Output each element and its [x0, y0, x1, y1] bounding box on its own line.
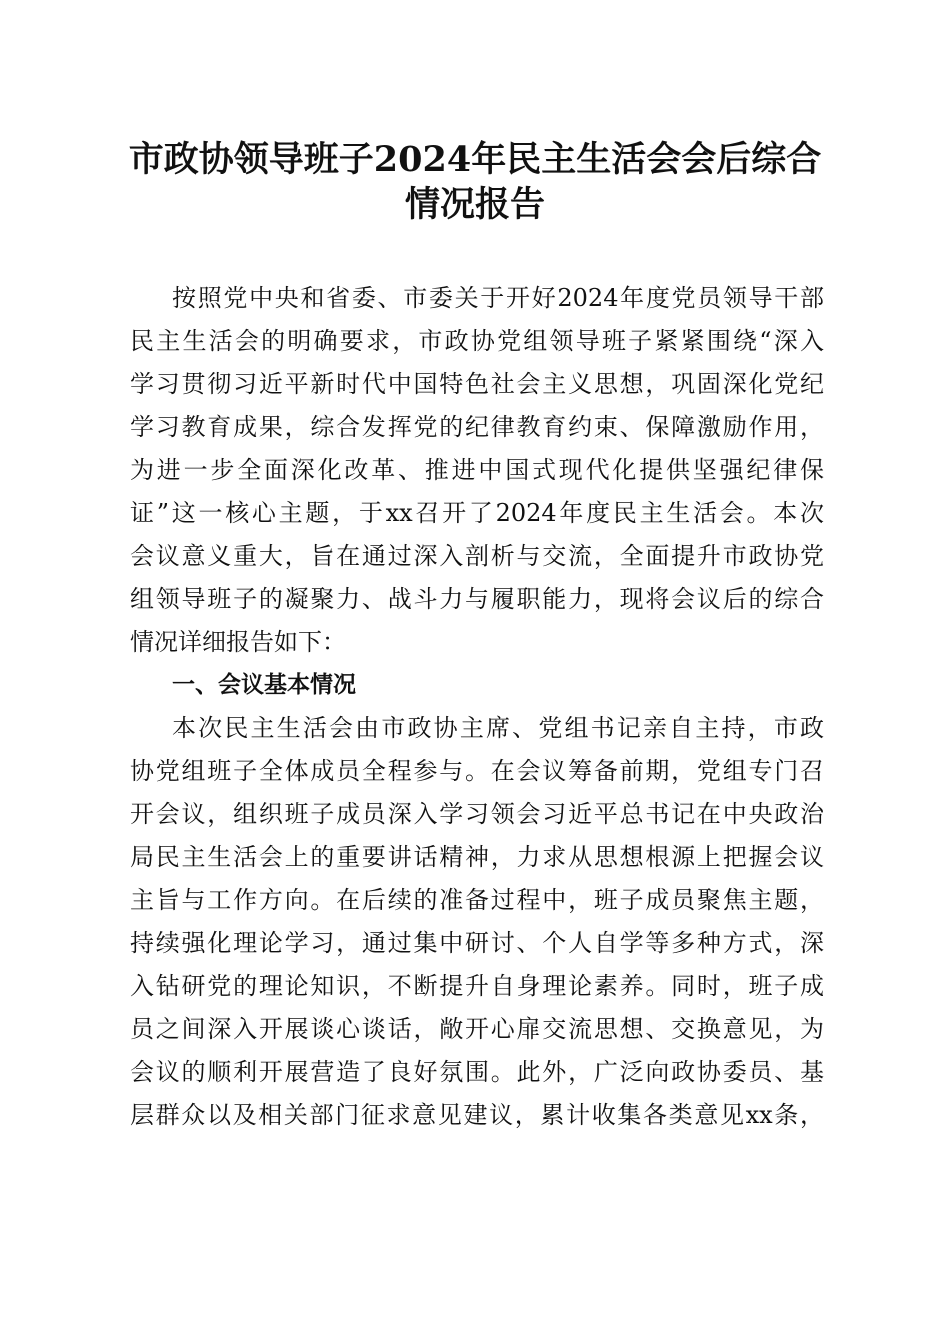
paragraph-line: 协党组班子全体成员全程参与。在会议筹备前期，党组专门召 [130, 757, 824, 785]
paragraph-line: 主旨与工作方向。在后续的准备过程中，班子成员聚焦主题， [130, 886, 824, 914]
paragraph-line: 持续强化理论学习，通过集中研讨、个人自学等多种方式，深 [130, 929, 824, 957]
paragraph-line: 为进一步全面深化改革、推进中国式现代化提供坚强纪律保 [130, 456, 824, 484]
paragraph-line: 本次民主生活会由市政协主席、党组书记亲自主持，市政 [172, 714, 824, 742]
section-heading [130, 664, 824, 707]
document-title-line-2: 情况报告 [404, 184, 545, 225]
paragraph-line: 证”这一核心主题，于xx召开了2024年度民主生活会。本次 [130, 499, 824, 527]
paragraph-line: 情况详细报告如下： [130, 628, 346, 656]
paragraph-line: 层群众以及相关部门征求意见建议，累计收集各类意见xx条， [130, 1101, 824, 1129]
paragraph [130, 707, 824, 1137]
paragraph-line: 会议的顺利开展营造了良好氛围。此外，广泛向政协委员、基 [130, 1058, 824, 1086]
paragraph-line: 组领导班子的凝聚力、战斗力与履职能力，现将会议后的综合 [130, 585, 824, 613]
paragraph-line: 开会议，组织班子成员深入学习领会习近平总书记在中央政治 [130, 800, 824, 828]
document-title-line-1: 市政协领导班子2024年民主生活会会后综合 [128, 139, 822, 180]
paragraph-line: 会议意义重大，旨在通过深入剖析与交流，全面提升市政协党 [130, 542, 824, 570]
document-body [130, 277, 824, 1137]
paragraph [130, 277, 824, 664]
paragraph-line: 局民主生活会上的重要讲话精神，力求从思想根源上把握会议 [130, 843, 824, 871]
paragraph-line: 员之间深入开展谈心谈话，敞开心扉交流思想、交换意见，为 [130, 1015, 824, 1043]
paragraph-line: 学习教育成果，综合发挥党的纪律教育约束、保障激励作用， [130, 413, 824, 441]
paragraph-line: 入钻研党的理论知识，不断提升自身理论素养。同时，班子成 [130, 972, 824, 1000]
paragraph-line: 按照党中央和省委、市委关于开好2024年度党员领导干部 [172, 284, 824, 312]
paragraph-line: 学习贯彻习近平新时代中国特色社会主义思想，巩固深化党纪 [130, 370, 824, 398]
heading-text: 一、会议基本情况 [172, 672, 356, 698]
paragraph-line: 民主生活会的明确要求，市政协党组领导班子紧紧围绕“深入 [130, 327, 824, 355]
